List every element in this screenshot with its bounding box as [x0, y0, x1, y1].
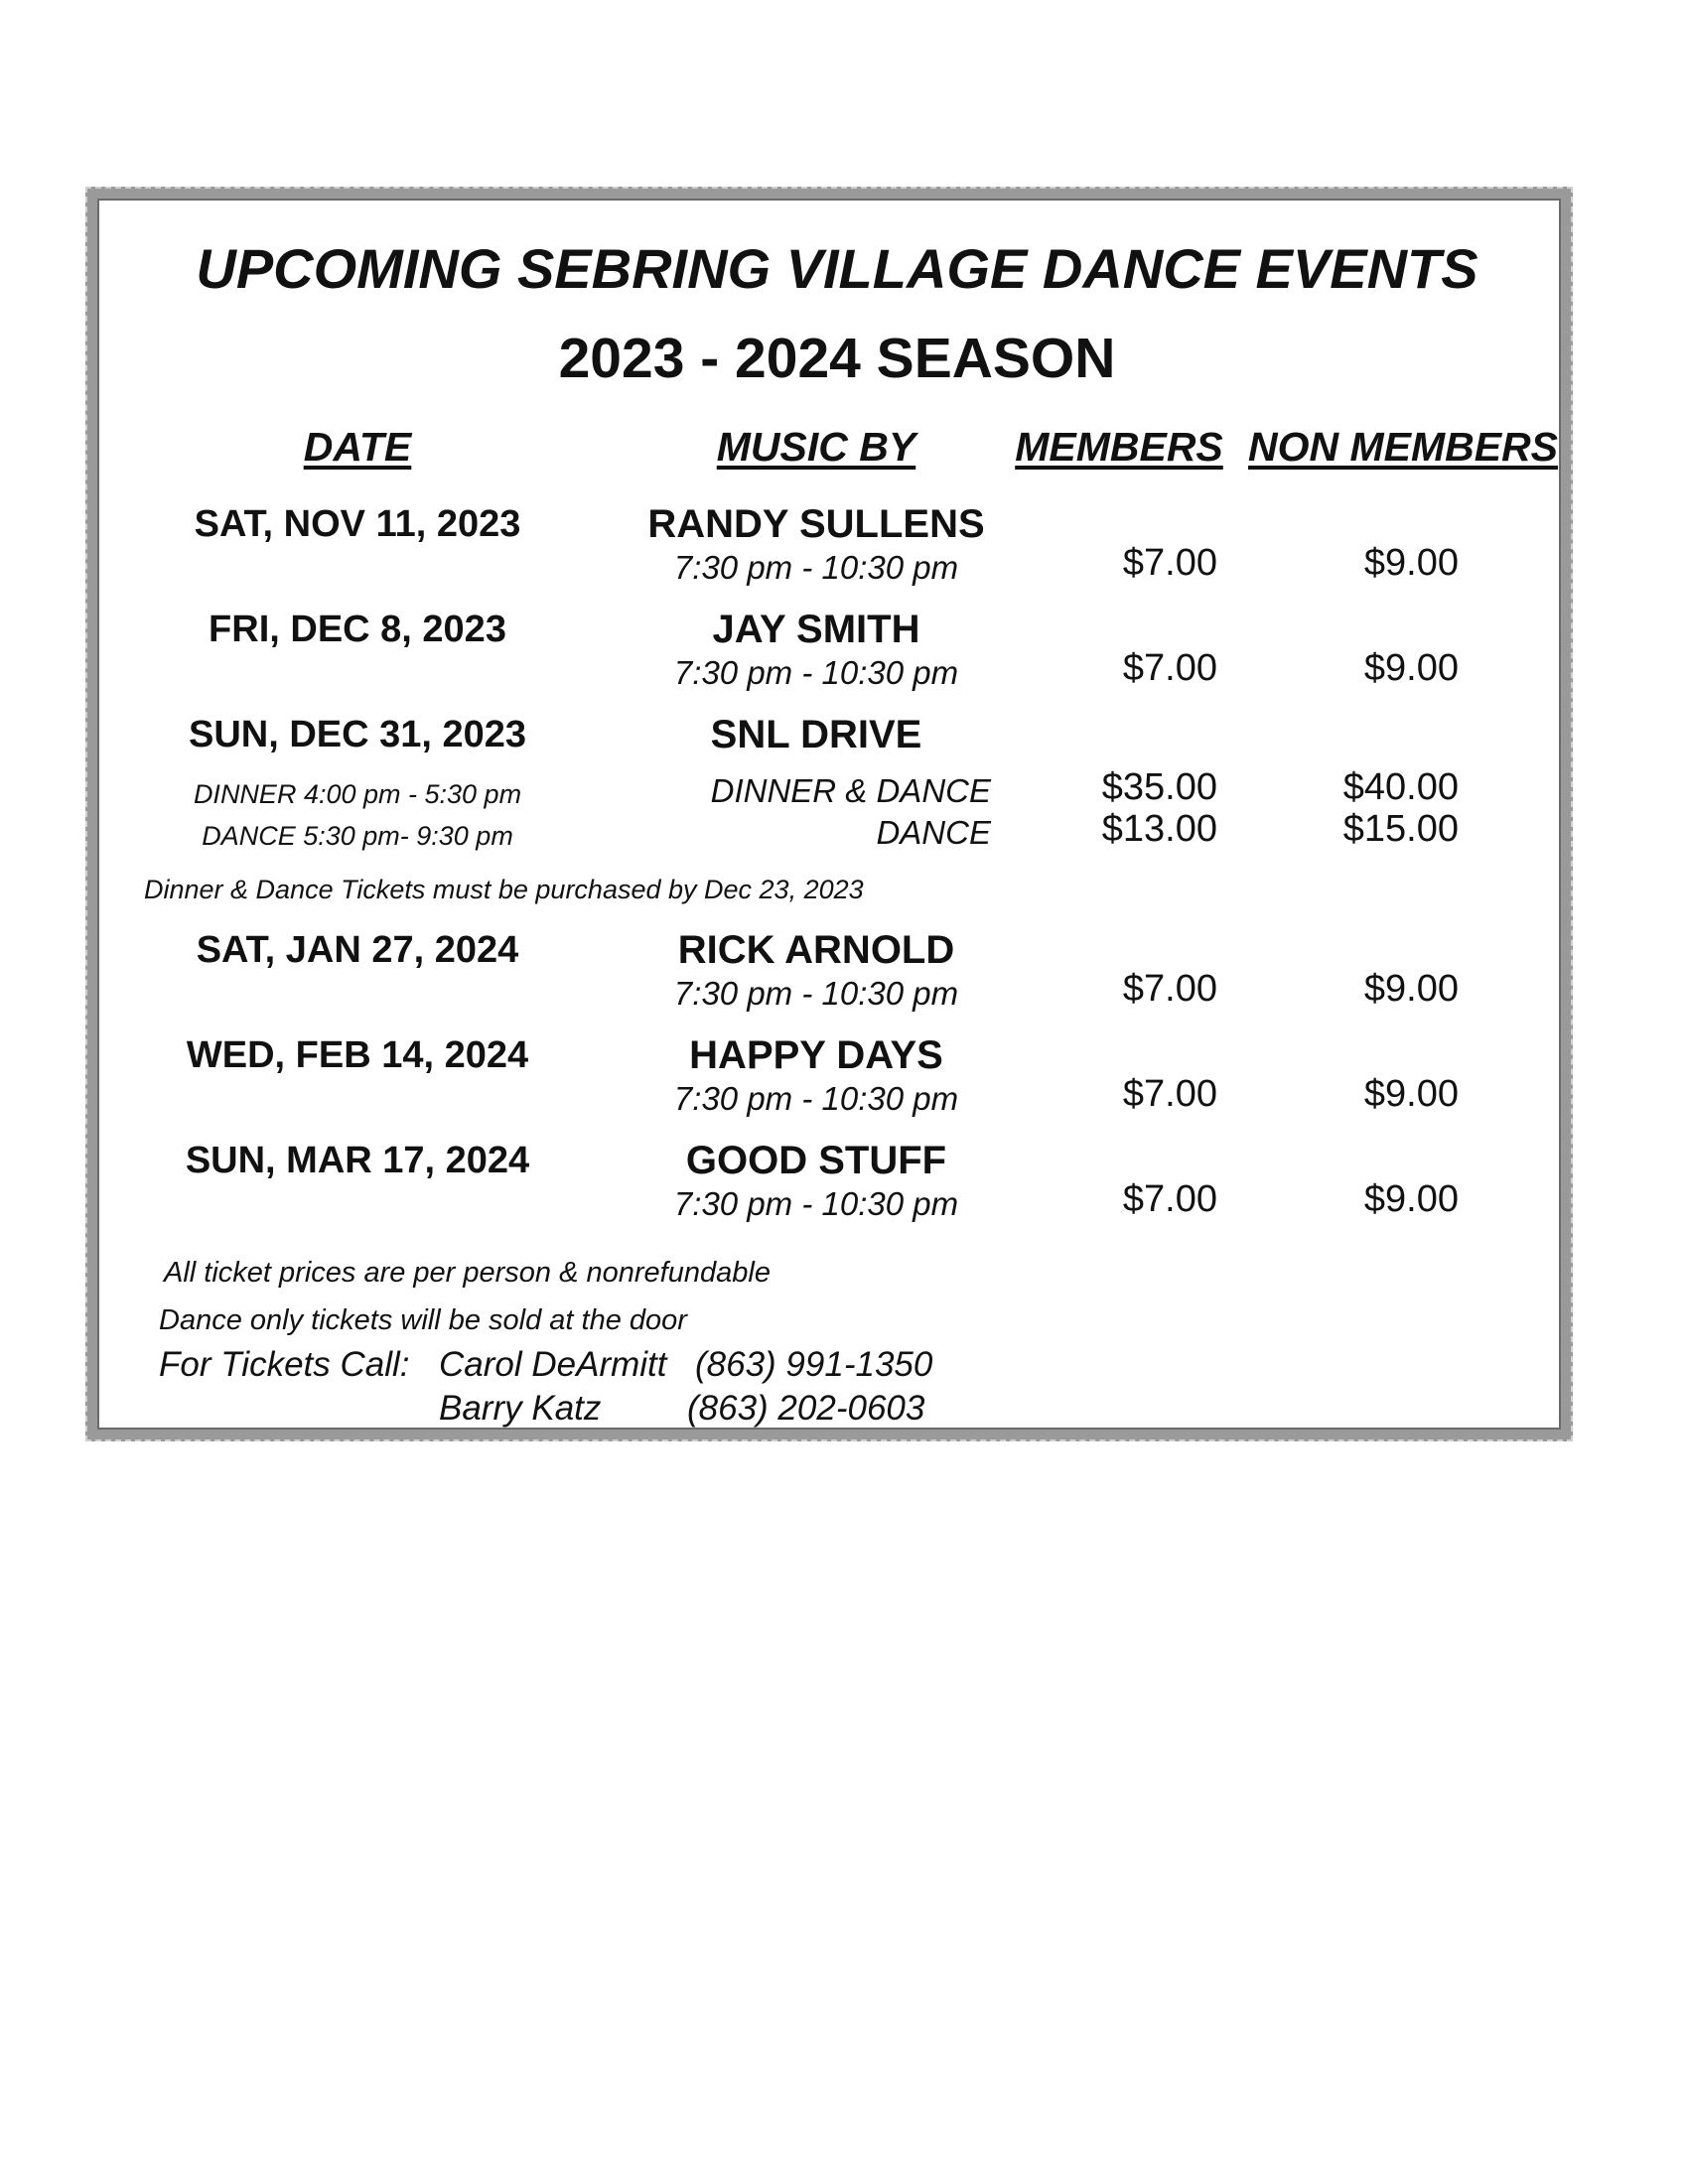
contact-phone: (863) 202-0603 — [687, 1389, 925, 1428]
event-band: JAY SMITH — [712, 608, 920, 651]
event-non-members-price: $9.00 — [1363, 968, 1459, 1010]
dance-members-price: $13.00 — [1101, 808, 1217, 850]
flyer-title: UPCOMING SEBRING VILLAGE DANCE EVENTS — [196, 237, 1478, 300]
event-band: RANDY SULLENS — [647, 502, 985, 546]
header-date: DATE — [303, 424, 412, 470]
dinner-non-members-price: $40.00 — [1342, 766, 1459, 808]
dinner-purchase-note: Dinner & Dance Tickets must be purchased by Dec 23, 2023 — [144, 875, 864, 904]
event-time: 7:30 pm - 10:30 pm — [673, 549, 959, 586]
event-date: SAT, NOV 11, 2023 — [194, 503, 521, 545]
header-non-members: NON MEMBERS — [1247, 424, 1559, 470]
event-non-members-price: $9.00 — [1363, 1178, 1459, 1220]
season-heading: 2023 - 2024 SEASON — [558, 327, 1116, 390]
dinner-dance-label: DINNER & DANCE — [710, 772, 991, 809]
dance-only-label: DANCE — [876, 814, 991, 851]
dinner-members-price: $35.00 — [1101, 766, 1217, 808]
event-time: 7:30 pm - 10:30 pm — [673, 975, 959, 1012]
event-band: RICK ARNOLD — [677, 928, 955, 972]
ticket-policy-note: All ticket prices are per person & nonrefundable — [164, 1257, 771, 1289]
tickets-call-label: For Tickets Call: — [159, 1345, 410, 1384]
event-members-price: $7.00 — [1122, 647, 1217, 689]
header-music-by: MUSIC BY — [716, 424, 916, 470]
contact-name: Barry Katz — [439, 1389, 602, 1428]
event-date: SUN, DEC 31, 2023 — [188, 714, 527, 755]
contact-name: Carol DeArmitt — [439, 1345, 667, 1384]
dance-non-members-price: $15.00 — [1342, 808, 1459, 850]
event-members-price: $7.00 — [1122, 542, 1217, 584]
event-time: 7:30 pm - 10:30 pm — [673, 1185, 959, 1222]
event-members-price: $7.00 — [1122, 1178, 1217, 1220]
event-time: 7:30 pm - 10:30 pm — [673, 654, 959, 691]
event-date: SAT, JAN 27, 2024 — [196, 929, 519, 971]
event-non-members-price: $9.00 — [1363, 647, 1459, 689]
event-members-price: $7.00 — [1122, 1073, 1217, 1115]
event-band: HAPPY DAYS — [689, 1033, 943, 1077]
event-band: GOOD STUFF — [685, 1139, 947, 1182]
event-non-members-price: $9.00 — [1363, 1073, 1459, 1115]
dance-time: DANCE 5:30 pm- 9:30 pm — [202, 821, 513, 851]
event-members-price: $7.00 — [1122, 968, 1217, 1010]
door-sales-note: Dance only tickets will be sold at the door — [159, 1304, 687, 1336]
event-non-members-price: $9.00 — [1363, 542, 1459, 584]
contact-phone: (863) 991-1350 — [695, 1345, 933, 1384]
event-date: WED, FEB 14, 2024 — [186, 1034, 529, 1076]
event-date: FRI, DEC 8, 2023 — [209, 609, 506, 650]
event-date: SUN, MAR 17, 2024 — [185, 1140, 530, 1181]
dinner-time: DINNER 4:00 pm - 5:30 pm — [193, 779, 522, 809]
event-time: 7:30 pm - 10:30 pm — [673, 1080, 959, 1117]
event-band: SNL DRIVE — [710, 713, 922, 756]
header-members: MEMBERS — [1015, 424, 1223, 470]
